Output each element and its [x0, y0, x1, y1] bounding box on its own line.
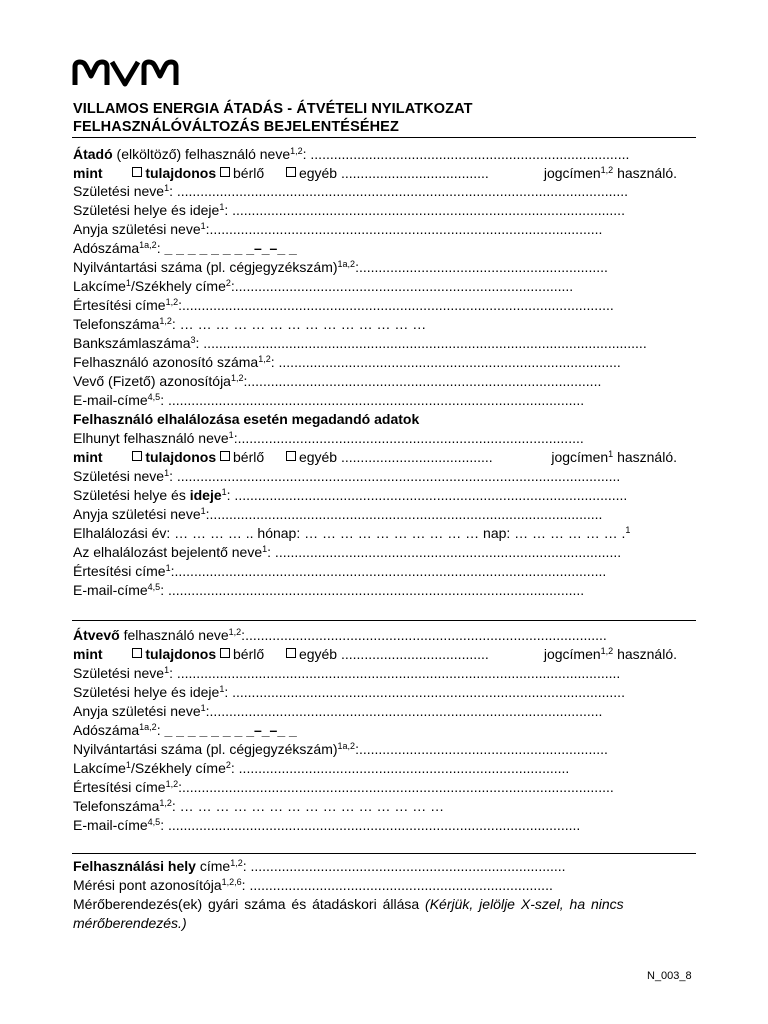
elhalalozas-date-row[interactable]: Elhalálozási év: … … … … .. hónap: … … … … … … … … … … nap: … … … … … … .$^1$	[73, 525, 631, 541]
section-divider-2	[72, 853, 696, 854]
atado-label: Átadó	[73, 146, 113, 162]
atado-bankszamla-row[interactable]: Bankszámlaszáma$^3$: ..................................................................................................................	[73, 335, 647, 351]
atado-email-row[interactable]: E-mail-címe$^{4,5}$: ...........................................................................................................	[73, 392, 585, 408]
elhunyt-name-row[interactable]: Elhunyt felhasználó neve$^1$:.........................................................................................	[73, 430, 584, 446]
atvevo-nyilv-row[interactable]: Nyilvántartási száma (pl. cégjegyzékszám)$^{1a,2}$:................................................................	[73, 741, 608, 757]
elhunyt-tulajdonos-checkbox[interactable]	[132, 451, 142, 461]
atado-szul-hely-row[interactable]: Születési helye és ideje$^1$: .....................................................................................................	[73, 202, 625, 218]
atado-anyja-row[interactable]: Anyja születési neve$^1$:.....................................................................................................	[73, 221, 603, 237]
atvevo-mint-row[interactable]: mint tulajdonos bérlő egyéb ...................................... jogcímen$^{1,2}$ használó.	[73, 646, 677, 662]
atado-szul-nev-row[interactable]: Születési neve$^1$: ....................................................................................................................	[73, 183, 629, 199]
atado-nyilv-row[interactable]: Nyilvántartási száma (pl. cégjegyzékszám)$^{1a,2}$:................................................................	[73, 259, 608, 275]
atvevo-berlo-checkbox[interactable]	[220, 648, 230, 658]
elhunyt-ertesitesi-row[interactable]: Értesítési címe$^1$:...............................................................................................................	[73, 563, 607, 579]
atado-lakcim-row[interactable]: Lakcíme$^1$/Székhely címe$^2$:.......................................................................................	[73, 278, 574, 294]
atvevo-adoszama-row[interactable]: Adószáma$^{1a,2}$: _ _ _ _ _ _ _ _–_–_ _	[73, 722, 297, 738]
section-divider-1	[72, 620, 696, 621]
atvevo-anyja-row[interactable]: Anyja születési neve$^1$:.....................................................................................................	[73, 703, 603, 719]
mero-row[interactable]: Mérőberendezés(ek) gyári száma és átadáskori állása (Kérjük, jelölje X-szel, ha nincs	[73, 896, 624, 912]
elhunyt-szul-nev-row[interactable]: Születési neve$^1$: ..................................................................................................................	[73, 468, 621, 484]
bejelento-row[interactable]: Az elhalálozást bejelentő neve$^1$: .........................................................................................	[73, 544, 622, 560]
atvevo-ertesitesi-row[interactable]: Értesítési címe$^{1,2}$:...............................................................................................................	[73, 779, 614, 795]
form-code: N_003_8	[647, 970, 692, 982]
atvevo-lakcim-row[interactable]: Lakcíme$^1$/Székhely címe$^2$: .....................................................................................	[73, 760, 570, 776]
atado-telefon-row[interactable]: Telefonszáma$^{1,2}$: … … … … … … … … … … … … … …	[73, 316, 427, 332]
tulajdonos-checkbox[interactable]	[132, 167, 142, 177]
egyeb-checkbox[interactable]	[286, 167, 296, 177]
form-title-line2: FELHASZNÁLÓVÁLTOZÁS BEJELENTÉSÉHEZ	[73, 119, 399, 135]
mero-row-2: mérőberendezés.)	[73, 915, 187, 931]
atado-felh-azon-row[interactable]: Felhasználó azonosító száma$^{1,2}$: ........................................................................................	[73, 354, 621, 370]
elhalalozas-heading: Felhasználó elhalálozása esetén megadandó adatok	[73, 411, 420, 427]
berlo-checkbox[interactable]	[220, 167, 230, 177]
mvm-logo	[72, 58, 186, 88]
atvevo-tulajdonos-checkbox[interactable]	[132, 648, 142, 658]
atvevo-email-row[interactable]: E-mail-címe$^{4,5}$: ..........................................................................................................	[73, 817, 581, 833]
atado-adoszama-row[interactable]: Adószáma$^{1a,2}$: _ _ _ _ _ _ _ _–_–_ _	[73, 240, 297, 256]
form-title-line1: VILLAMOS ENERGIA ÁTADÁS - ÁTVÉTELI NYILATKOZAT	[73, 101, 473, 117]
atvevo-label: Átvevő	[73, 627, 120, 643]
atvevo-egyeb-checkbox[interactable]	[286, 648, 296, 658]
atvevo-szul-nev-row[interactable]: Születési neve$^1$: ..................................................................................................................	[73, 665, 621, 681]
title-divider	[72, 137, 696, 138]
hely-label: Felhasználási hely	[73, 858, 196, 874]
hely-cime-row[interactable]: Felhasználási hely címe$^{1,2}$: .................................................................................	[73, 858, 566, 874]
meresi-pont-row[interactable]: Mérési pont azonosítója$^{1,2,6}$: ..............................................................................	[73, 877, 553, 893]
elhunyt-email-row[interactable]: E-mail-címe$^{4,5}$: ...........................................................................................................	[73, 582, 585, 598]
atado-name-row[interactable]: Átadó (elköltöző) felhasználó neve$^{1,2}$: ..................................................................................	[73, 146, 630, 162]
elhunyt-mint-row[interactable]: mint tulajdonos bérlő egyéb ....................................... jogcímen$^1$ használó.	[73, 449, 677, 465]
atado-vevo-row[interactable]: Vevő (Fizető) azonosítója$^{1,2}$:...........................................................................................	[73, 373, 602, 389]
elhunyt-berlo-checkbox[interactable]	[220, 451, 230, 461]
elhunyt-szul-hely-row[interactable]: Születési helye és ideje$^1$: .....................................................................................................	[73, 487, 628, 503]
atvevo-telefon-row[interactable]: Telefonszáma$^{1,2}$: … … … … … … … … … … … … … … …	[73, 798, 445, 814]
elhunyt-egyeb-checkbox[interactable]	[286, 451, 296, 461]
atvevo-szul-hely-row[interactable]: Születési helye és ideje$^1$: .....................................................................................................	[73, 684, 625, 700]
elhunyt-anyja-row[interactable]: Anyja születési neve$^1$:.....................................................................................................	[73, 506, 603, 522]
atvevo-name-row[interactable]: Átvevő felhasználó neve$^{1,2}$:.............................................................................................	[73, 627, 607, 643]
atado-mint-row[interactable]: mint tulajdonos bérlő egyéb ...................................... jogcímen$^{1,2}$ használó.	[73, 165, 677, 181]
atado-ertesitesi-row[interactable]: Értesítési címe$^{1,2}$:...............................................................................................................	[73, 297, 614, 313]
